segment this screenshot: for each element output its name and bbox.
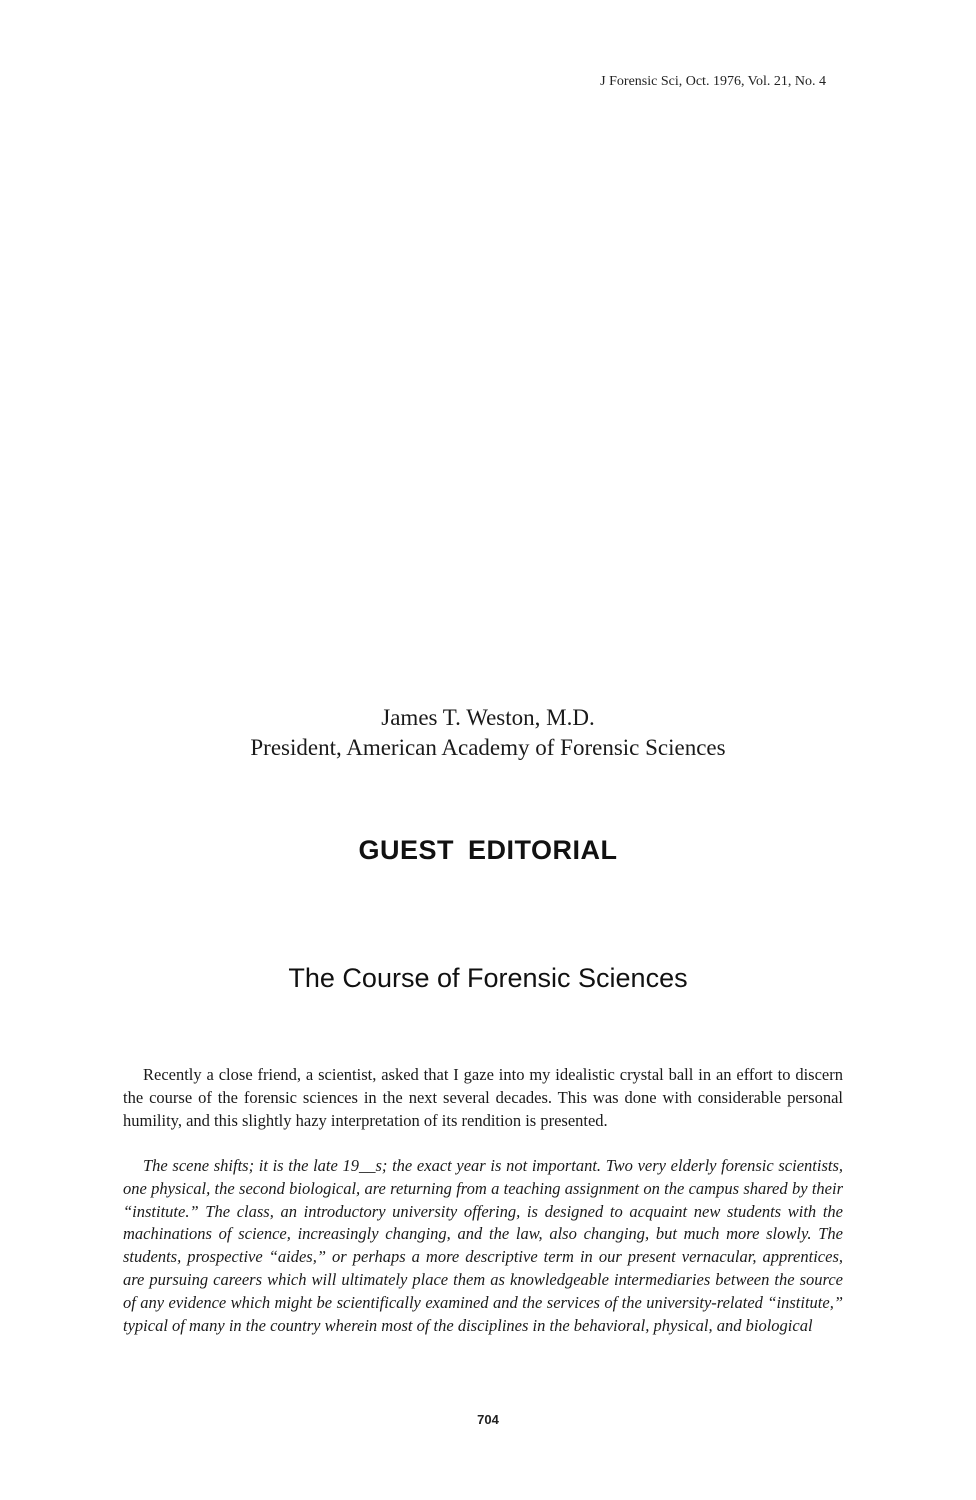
body-paragraph-2: The scene shifts; it is the late 19__s; the exact year is not important. Two very elderly forensic scientists, one physical, the second biological, are returning from a teaching assignment on the campus shared by their “institute.” The class, an introductory university offering, is designed to acquaint new students with the machinations of science, increasingly changing, and the law, also changing, but much more slowly. The students, prospective “aides,” or perhaps a more descriptive term in our present vernacular, apprentices, are pursuing careers which will ultimately place them as knowledgeable intermediaries between the source of any evidence which might be scientifically examined and the services of the university-related “institute,” typical of many in the country wherein most of the disciplines in the behavioral, physical, and biological <box>123 1156 843 1335</box>
journal-citation: J Forensic Sci, Oct. 1976, Vol. 21, No. 4 <box>600 74 826 89</box>
page-number: 704 <box>477 1412 499 1427</box>
author-affiliation: President, American Academy of Forensic Sciences <box>250 735 726 760</box>
section-label: GUEST EDITORIAL <box>358 835 618 865</box>
body-paragraph-1: Recently a close friend, a scientist, asked that I gaze into my idealistic crystal ball in an effort to discern the course of the forensic sciences in the next several decades. This was done with considerable personal humility, and this slightly hazy interpretation of its rendition is presented. <box>123 1065 843 1130</box>
author-block <box>0 703 976 763</box>
article-title: The Course of Forensic Sciences <box>288 963 688 993</box>
author-name: James T. Weston, M.D. <box>381 705 595 730</box>
